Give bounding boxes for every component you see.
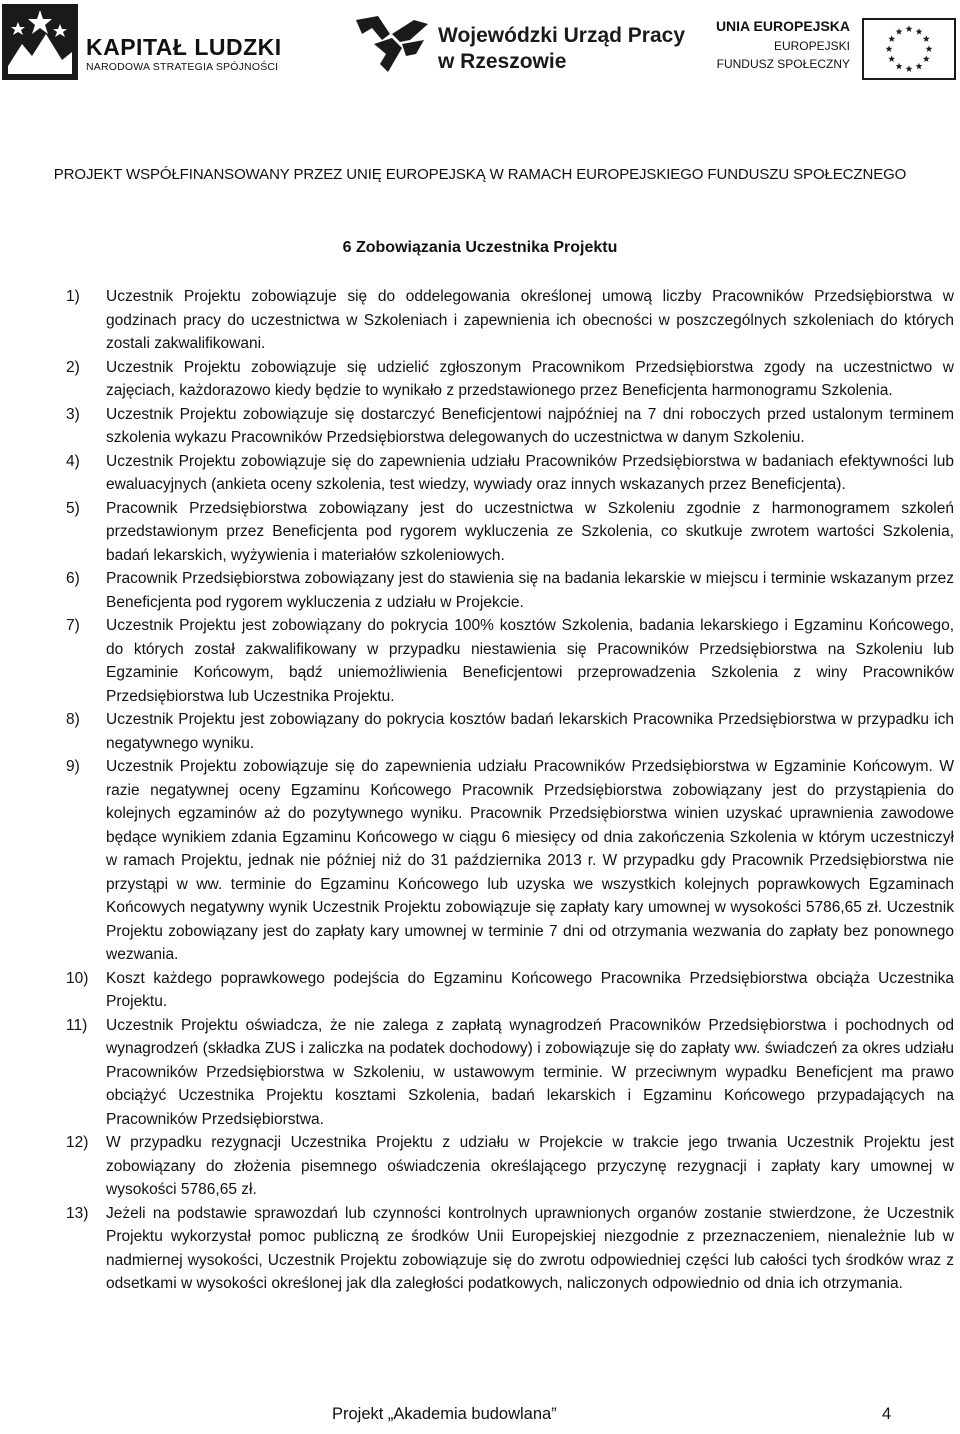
header-logos bbox=[0, 0, 960, 100]
kapital-ludzki-subtitle: NARODOWA STRATEGIA SPÓJNOŚCI bbox=[86, 61, 279, 73]
item-text: Uczestnik Projektu zobowiązuje się dostarczyć Beneficjentowi najpóźniej na 7 dni roboczych przed ustalonym terminem szkolenia wykazu Pracowników Przedsiębiorstwa delegowanych do uczestnictwa w danym Szkoleniu. bbox=[106, 405, 954, 446]
wup-name-line2: w Rzeszowie bbox=[438, 50, 567, 73]
kapital-ludzki-emblem-icon bbox=[2, 4, 78, 80]
list-item bbox=[66, 967, 954, 1014]
page-number: 4 bbox=[882, 1405, 892, 1423]
list-item bbox=[66, 614, 954, 708]
wup-name-line1: Wojewódzki Urząd Pracy bbox=[438, 24, 686, 47]
item-text: Pracownik Przedsiębiorstwa zobowiązany jest do uczestnictwa w Szkoleniu zgodnie z harmonogramem szkoleń przedstawionym przez Beneficjenta pod rygorem wykluczenia ze Szkolenia, co skutkuje zwrotem wartości Szkolenia, badań lekarskich, wyżywienia i materiałów szkoleniowych. bbox=[106, 499, 954, 564]
item-number: 7) bbox=[66, 617, 80, 634]
item-number: 5) bbox=[66, 499, 80, 517]
footer-project-name: Projekt „Akademia budowlana” bbox=[332, 1405, 557, 1423]
obligations-list bbox=[66, 285, 954, 1296]
item-number: 6) bbox=[66, 570, 80, 587]
list-item bbox=[66, 497, 954, 568]
cofinancing-statement: PROJEKT WSPÓŁFINANSOWANY PRZEZ UNIĘ EUROPEJSKĄ W RAMACH EUROPEJSKIEGO FUNDUSZU SPOŁECZNEGO bbox=[53, 166, 907, 183]
ue-title: UNIA EUROPEJSKA bbox=[715, 18, 850, 34]
item-text: Uczestnik Projektu zobowiązuje się do oddelegowania określonej umową liczby Pracowników Przedsiębiorstwa w godzinach pracy do uczestnictwa w Szkoleniach i zapewnienia ich obecności w poszczególnych szkoleniach do których zostali zakwalifikowani. bbox=[106, 288, 954, 352]
item-number: 1) bbox=[66, 288, 80, 305]
wup-rzeszow-logo bbox=[352, 10, 686, 80]
list-item bbox=[66, 567, 954, 614]
list-item bbox=[66, 403, 954, 450]
item-text: Pracownik Przedsiębiorstwa zobowiązany jest do stawienia się na badania lekarskie w miejscu i terminie wskazanym przez Beneficjenta pod rygorem wykluczenia z udziału w Projekcie. bbox=[106, 570, 954, 611]
item-text: Uczestnik Projektu zobowiązuje się do zapewnienia udziału Pracowników Przedsiębiorstwa w Egzaminie Końcowym. W razie negatywnej oceny Egzaminu Końcowego Pracownik Przedsiębiorstwa zobowiązany jest do przystąpienia do kolejnych egzaminów aż do pozytywnego wyniku. Pracownik Przedsiębiorstwa winien uzyskać uprawnienia zawodowe będące wynikiem zdania Egzaminu Końcowego w ciągu 6 miesięcy od dnia zakończenia Szkolenia w którym uczestniczył w ramach Projektu, jednak nie później niż do 31 października 2013 r. W przypadku gdy Pracownik Przedsiębiorstwa nie przystąpi w ww. terminie do Egzaminu Końcowego lub uzyska we wszystkich kolejnych poprawkowych Egzaminach Końcowych negatywny wynik Uczestnik Projektu zobowiązuje się zapłaty kary umownej w wysokości 5786,65 zł. Uczestnik Projektu zobowiązany jest do zapłaty kary umownej w terminie 7 dni od otrzymania wezwania do zapłaty bez ponownego wezwania. bbox=[106, 758, 954, 963]
list-item bbox=[66, 450, 954, 497]
wup-emblem-icon bbox=[352, 14, 432, 76]
item-text: Uczestnik Projektu zobowiązuje się udzielić zgłoszonym Pracownikom Przedsiębiorstwa zgody na uczestnictwo w zajęciach, każdorazowo kiedy będzie to wynikało z przedstawionego przez Beneficjenta harmonogramu Szkolenia. bbox=[106, 358, 954, 399]
item-number: 3) bbox=[66, 405, 80, 423]
item-text: Uczestnik Projektu zobowiązuje się do zapewnienia udziału Pracowników Przedsiębiorstwa w badaniach efektywności lub ewaluacyjnych (ankieta oceny szkolenia, test wiedzy, wywiady oraz innych wskazanych przez Beneficjenta). bbox=[106, 452, 954, 493]
item-number: 4) bbox=[66, 452, 80, 470]
item-text: Koszt każdego poprawkowego podejścia do Egzaminu Końcowego Pracownika Przedsiębiorstwa obciąża Uczestnika Projektu. bbox=[106, 969, 954, 1010]
item-number: 2) bbox=[66, 358, 80, 376]
list-item bbox=[66, 708, 954, 755]
item-number: 12) bbox=[66, 1134, 89, 1151]
item-number: 11) bbox=[66, 1016, 88, 1034]
list-item bbox=[66, 285, 954, 356]
unia-europejska-logo bbox=[715, 18, 958, 80]
list-item bbox=[66, 356, 954, 403]
list-item bbox=[66, 1014, 954, 1132]
item-text: Jeżeli na podstawie sprawozdań lub czynności kontrolnych uprawnionych organów zostanie stwierdzone, że Uczestnik Projektu wykorzystał pomoc publiczną ze środków Unii Europejskiej niezgodnie z przeznaczeniem, nienależnie lub w nadmiernej wysokości, Uczestnik Projektu zobowiązuje się do zwrotu odpowiedniej części lub całości tych środków wraz z odsetkami w wysokości określonej jak dla zaległości podatkowych, naliczonych odpowiednio od dnia ich otrzymania. bbox=[106, 1204, 954, 1292]
kapital-ludzki-logo bbox=[2, 4, 302, 80]
list-item bbox=[66, 1131, 954, 1202]
item-text: Uczestnik Projektu jest zobowiązany do pokrycia 100% kosztów Szkolenia, badania lekarskiego i Egzaminu Końcowego, do których został zakwalifikowany w przypadku niestawienia się Pracowników Przedsiębiorstwa na Szkoleniu lub Egzaminie Końcowym, bądź uniemożliwienia Beneficjentowi przeprowadzenia Szkolenia z winy Pracowników Przedsiębiorstwa lub Uczestnika Projektu. bbox=[106, 617, 954, 705]
item-number: 8) bbox=[66, 711, 80, 728]
list-item bbox=[66, 1202, 954, 1296]
item-text: Uczestnik Projektu oświadcza, że nie zalega z zapłatą wynagrodzeń Pracowników Przedsiębiorstwa i pochodnych od wynagrodzeń (składka ZUS i zaliczka na podatek dochodowy) i zobowiązuje się do zapłaty ww. świadczeń za okres udziału Pracowników Przedsiębiorstwa w Szkoleniu, w ustawowym terminie. W przeciwnym wypadku Beneficjent ma prawo obciążyć Uczestnika Projektu kosztami Szkolenia, badań lekarskich i Egzaminu Końcowego przypadających na Pracowników Przedsiębiorstwa. bbox=[106, 1016, 954, 1128]
item-number: 9) bbox=[66, 758, 80, 775]
eu-flag-icon bbox=[862, 18, 956, 80]
item-text: W przypadku rezygnacji Uczestnika Projektu z udziału w Projekcie w trakcie jego trwania Uczestnik Projektu jest zobowiązany do złożenia pisemnego oświadczenia określającego przyczynę rezygnacji i zapłaty kary umownej w wysokości 5786,65 zł. bbox=[106, 1134, 954, 1198]
ue-fund-line2: FUNDUSZ SPOŁECZNY bbox=[716, 57, 850, 71]
kapital-ludzki-title: KAPITAŁ LUDZKI bbox=[86, 34, 282, 60]
list-item bbox=[66, 755, 954, 967]
item-number: 13) bbox=[66, 1204, 89, 1222]
item-number: 10) bbox=[66, 969, 89, 987]
section-heading: 6 Zobowiązania Uczestnika Projektu bbox=[342, 239, 618, 256]
item-text: Uczestnik Projektu jest zobowiązany do pokrycia kosztów badań lekarskich Pracownika Przedsiębiorstwa w przypadku ich negatywnego wyniku. bbox=[106, 711, 954, 752]
ue-fund-line1: EUROPEJSKI bbox=[773, 39, 850, 53]
